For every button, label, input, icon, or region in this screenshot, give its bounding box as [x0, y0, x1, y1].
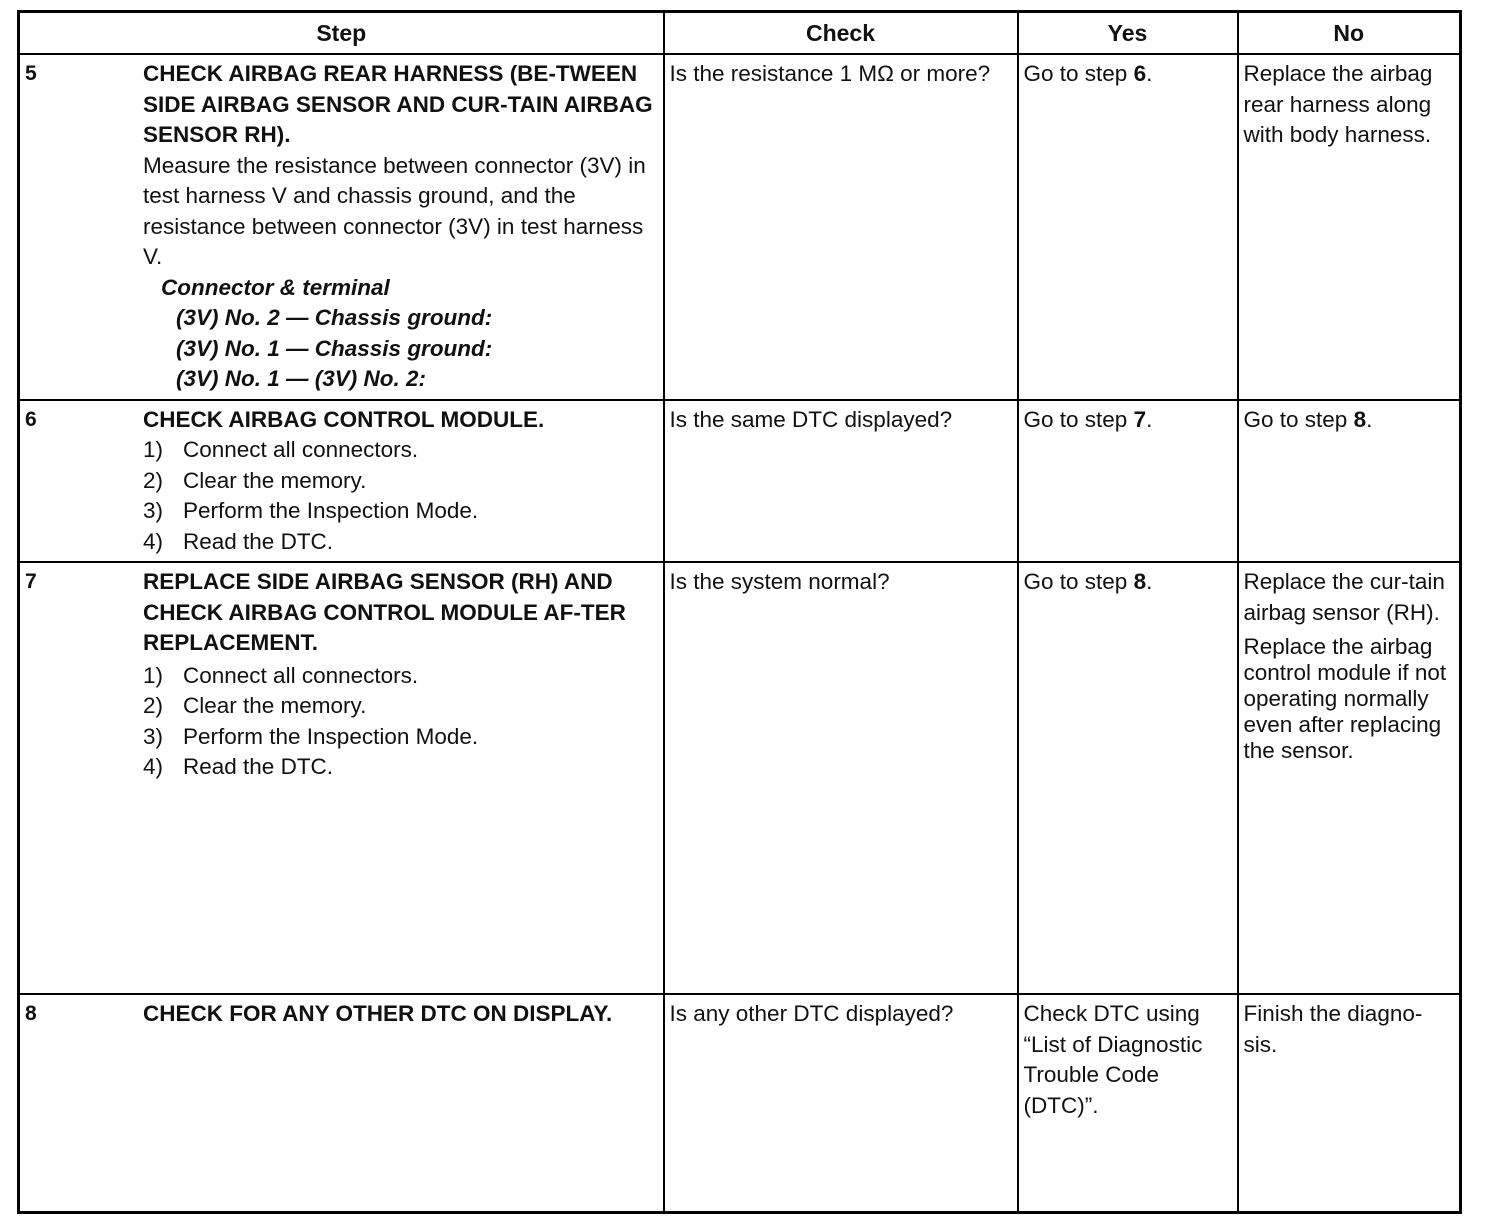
no-cell — [1238, 54, 1461, 400]
spec-heading: Connector & terminal — [161, 274, 390, 300]
step-title: REPLACE SIDE AIRBAG SENSOR (RH) AND CHECK AIRBAG CONTROL MODULE AF-TER REPLACEMENT. — [143, 569, 626, 655]
no-suffix: . — [1366, 406, 1373, 432]
step-number: 5 — [25, 62, 37, 85]
yes-text: Check DTC using “List of Diagnostic Trouble Code (DTC)”. — [1023, 1001, 1203, 1118]
list-item — [143, 722, 658, 753]
list-number: 3) — [143, 723, 164, 749]
step-cell — [19, 400, 664, 563]
yes-step-ref: 6 — [1133, 61, 1147, 86]
list-text: Clear the memory. — [183, 467, 367, 493]
yes-cell — [1018, 562, 1238, 994]
step-title: CHECK AIRBAG CONTROL MODULE. — [143, 406, 545, 432]
step-description: Measure the resistance between connector (3V) in test harness V and chassis ground, and the resistance between connector (3V) in test harness V. — [143, 152, 646, 269]
list-number: 4) — [143, 528, 164, 554]
check-cell — [664, 54, 1018, 400]
step-number: 7 — [25, 570, 37, 593]
no-step-ref: 8 — [1353, 406, 1367, 432]
yes-suffix: . — [1146, 61, 1153, 86]
step-number: 6 — [25, 407, 37, 431]
spec-item: (3V) No. 1 — (3V) No. 2: — [176, 366, 427, 391]
spec-item: (3V) No. 2 — Chassis ground: — [176, 305, 493, 330]
header-yes: Yes — [1018, 12, 1238, 55]
spec-item: (3V) No. 1 — Chassis ground: — [176, 335, 493, 361]
check-cell — [664, 400, 1018, 563]
yes-step-ref: 7 — [1133, 406, 1147, 432]
list-item — [143, 661, 658, 692]
list-text: Read the DTC. — [183, 754, 334, 779]
no-cell — [1238, 400, 1461, 563]
yes-prefix: Go to step — [1023, 569, 1134, 594]
check-text: Is the same DTC displayed? — [669, 406, 953, 432]
list-text: Read the DTC. — [183, 528, 334, 554]
list-item — [143, 435, 658, 466]
no-text: Finish the diagno-sis. — [1243, 1001, 1423, 1057]
list-text: Clear the memory. — [183, 693, 367, 718]
check-cell — [664, 562, 1018, 994]
table-row-step-5 — [19, 54, 1461, 400]
list-text: Perform the Inspection Mode. — [183, 498, 479, 523]
list-number: 1) — [143, 662, 164, 688]
yes-cell — [1018, 400, 1238, 563]
list-item — [143, 752, 658, 783]
diagnostic-table — [17, 10, 1462, 1214]
list-item — [143, 527, 658, 558]
yes-text — [1019, 401, 1237, 440]
list-number: 2) — [143, 467, 164, 493]
no-prefix: Go to step — [1243, 406, 1354, 432]
yes-text — [1019, 563, 1237, 602]
step-title: CHECK AIRBAG REAR HARNESS (BE-TWEEN SIDE AIRBAG SENSOR AND CUR-TAIN AIRBAG SENSOR RH). — [143, 61, 653, 147]
yes-suffix: . — [1146, 569, 1153, 594]
no-text: Replace the airbag rear harness along with body harness. — [1243, 61, 1433, 147]
yes-prefix: Go to step — [1023, 406, 1134, 432]
step-cell — [19, 54, 664, 400]
list-number: 1) — [143, 437, 164, 462]
list-number: 4) — [143, 754, 164, 779]
no-cell — [1238, 994, 1461, 1212]
check-text: Is the resistance 1 MΩ or more? — [669, 61, 991, 86]
header-check: Check — [664, 12, 1018, 55]
step-title: CHECK FOR ANY OTHER DTC ON DISPLAY. — [143, 1001, 613, 1026]
yes-step-ref: 8 — [1133, 569, 1147, 594]
no-cell — [1238, 562, 1461, 994]
table-row-step-8 — [19, 994, 1461, 1212]
no-text — [1239, 401, 1460, 440]
step-cell — [19, 994, 664, 1212]
yes-text — [1019, 55, 1237, 94]
header-no: No — [1238, 12, 1461, 55]
yes-cell — [1018, 54, 1238, 400]
list-item — [143, 496, 658, 527]
step-number: 8 — [25, 1002, 37, 1025]
no-note: Replace the airbag control module if not operating normally even after replacing the sensor. — [1243, 634, 1447, 763]
list-text: Connect all connectors. — [183, 437, 419, 462]
yes-suffix: . — [1146, 406, 1153, 432]
no-text: Replace the cur-tain airbag sensor (RH). — [1243, 569, 1445, 625]
list-text: Perform the Inspection Mode. — [183, 723, 479, 749]
list-item — [143, 691, 658, 722]
header-step: Step — [19, 12, 664, 55]
list-text: Connect all connectors. — [183, 662, 419, 688]
check-text: Is the system normal? — [669, 569, 890, 594]
table-row-step-7 — [19, 562, 1461, 994]
step-cell — [19, 562, 664, 994]
list-number: 2) — [143, 693, 164, 718]
list-item — [143, 466, 658, 497]
list-number: 3) — [143, 498, 164, 523]
check-cell — [664, 994, 1018, 1212]
check-text: Is any other DTC displayed? — [669, 1001, 954, 1026]
table-row-step-6 — [19, 400, 1461, 563]
header-row — [19, 12, 1461, 55]
yes-cell — [1018, 994, 1238, 1212]
yes-prefix: Go to step — [1023, 61, 1134, 86]
